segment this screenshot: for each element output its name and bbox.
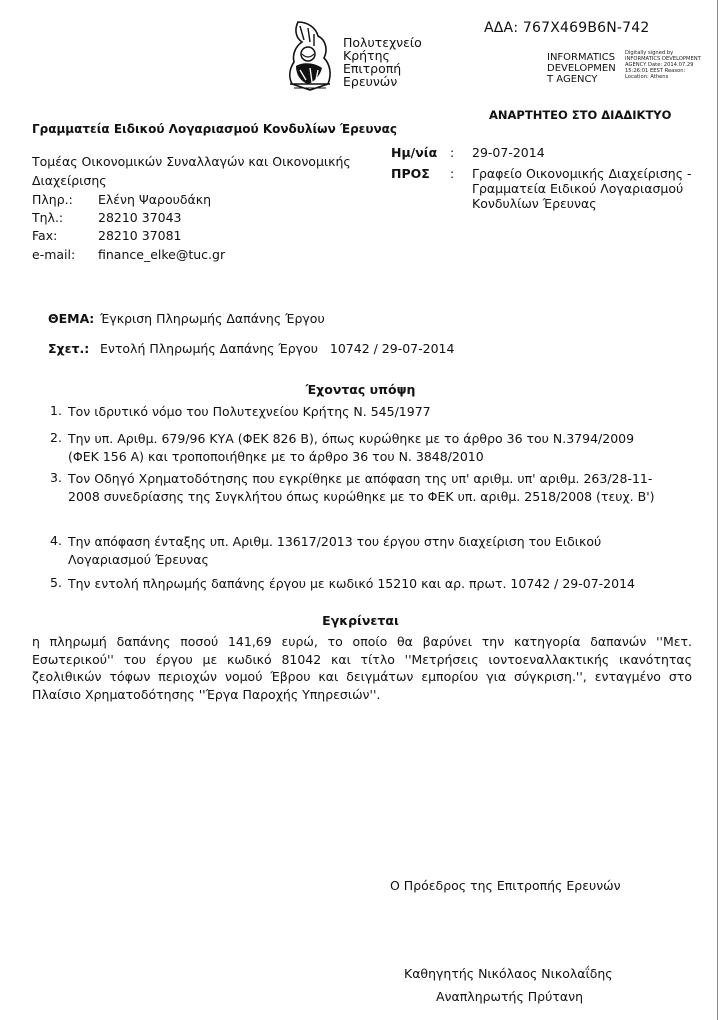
list-number: 3. bbox=[50, 470, 62, 485]
issuing-secretariat: Γραμματεία Ειδικού Λογαριασμού Κονδυλίων Έρευνας bbox=[32, 122, 397, 136]
recipient-value: Γραφείο Οικονομικής Διαχείρισης - Γραμματεία Ειδικού Λογαριασμού Κονδυλίων Έρευνας bbox=[472, 166, 692, 211]
considering-heading: Έχοντας υπόψη bbox=[305, 382, 416, 397]
approve-paragraph: η πληρωμή δαπάνης ποσού 141,69 ευρώ, το οποίο θα βαρύνει την κατηγορία δαπανών ''Μετ. Εσωτερικού'' του έργου με κωδικό 81042 και τίτλο ''Μετρήσεις ιοντοεναλλακτικής ικανότητας ζεολιθικών τόφων περιοχών νομού Έβρου και δειγμάτων εμπορίου για σύγκριση.'', ενταγμένο στο Πλαίσιο Χρηματοδότησης ''Έργα Παροχής Υπηρεσιών''. bbox=[32, 634, 692, 702]
recipient-colon: : bbox=[450, 166, 455, 181]
contact-label: Πληρ.: bbox=[32, 192, 73, 207]
subject-label: ΘΕΜΑ: bbox=[48, 311, 95, 326]
posting-note: ΑΝΑΡΤΗΤΕΟ ΣΤΟ ΔΙΑΔΙΚΤΥΟ bbox=[489, 108, 672, 122]
list-number: 2. bbox=[50, 430, 62, 445]
logo-line: Πολυτεχνείο bbox=[343, 35, 422, 50]
logo-line: Κρήτης bbox=[343, 48, 390, 63]
list-item: Την υπ. Αριθμ. 679/96 ΚΥΑ (ΦΕΚ 826 Β), όπως κυρώθηκε με το άρθρο 36 του Ν.3794/2009 (ΦΕΚ 156 Α) και τροποποιήθηκε με το άρθρο 36 του Ν. 3848/2010 bbox=[68, 431, 635, 464]
contact-label: Τηλ.: bbox=[32, 210, 64, 225]
contact-label: e-mail: bbox=[32, 247, 76, 262]
date-label: Ημ/νία bbox=[391, 145, 438, 160]
list-item: Την εντολή πληρωμής δαπάνης έργου με κωδικό 15210 και αρ. πρωτ. 10742 / 29-07-2014 bbox=[68, 576, 635, 591]
reference-text: Εντολή Πληρωμής Δαπάνης Έργου 10742 / 29-07-2014 bbox=[100, 341, 455, 356]
university-logo bbox=[280, 18, 430, 96]
signatory-role: Αναπληρωτής Πρύτανη bbox=[436, 989, 584, 1004]
tuc-emblem-icon bbox=[280, 18, 342, 94]
recipient-label: ΠΡΟΣ bbox=[391, 166, 430, 181]
list-number: 4. bbox=[50, 533, 62, 548]
reference-label: Σχετ.: bbox=[48, 341, 90, 356]
department-name: Τομέας Οικονομικών Συναλλαγών και Οικονομικής Διαχείρισης bbox=[32, 154, 351, 188]
contact-value: Ελένη Ψαρουδάκη bbox=[98, 192, 212, 207]
document-page bbox=[4, 0, 718, 1020]
approve-heading: Εγκρίνεται bbox=[322, 613, 399, 628]
list-number: 1. bbox=[50, 403, 62, 418]
contact-value: 28210 37043 bbox=[98, 210, 182, 225]
digital-signature-details: Digitally signed by INFORMATICS DEVELOPMENT AGENCY Date: 2014.07.29 15:26:01 EEST Reason: Location: Athens bbox=[625, 50, 701, 80]
list-item: Την απόφαση ένταξης υπ. Αριθμ. 13617/2013 του έργου στην διαχείριση του Ειδικού Λογαριασμού Έρευνας bbox=[68, 534, 602, 567]
contact-label: Fax: bbox=[32, 228, 58, 243]
list-item: Τον Οδηγό Χρηματοδότησης που εγκρίθηκε με απόφαση της υπ' αριθμ. υπ' αριθμ. 263/28-11-2008 συνεδρίασης της Συγκλήτου όπως κυρώθηκε με το ΦΕΚ υπ. αριθμ. 2518/2008 (τευχ. Β') bbox=[68, 471, 655, 504]
contact-value: 28210 37081 bbox=[98, 228, 182, 243]
digital-signature-agency: INFORMATICS DEVELOPMEN T AGENCY bbox=[547, 52, 616, 85]
ada-code: ΑΔΑ: 767Χ469Β6Ν-742 bbox=[484, 20, 650, 36]
logo-line: Ερευνών bbox=[343, 74, 398, 89]
list-item: Τον ιδρυτικό νόμο του Πολυτεχνείου Κρήτης Ν. 545/1977 bbox=[68, 404, 431, 419]
logo-wordmark bbox=[343, 36, 422, 88]
list-number: 5. bbox=[50, 575, 62, 590]
contact-email: finance_elke@tuc.gr bbox=[98, 247, 226, 262]
signatory-name: Καθηγητής Νικόλαος Νικολαΐδης bbox=[404, 966, 613, 981]
date-value: 29-07-2014 bbox=[472, 145, 545, 160]
date-colon: : bbox=[450, 145, 455, 160]
subject-text: Έγκριση Πληρωμής Δαπάνης Έργου bbox=[100, 311, 325, 326]
logo-line: Επιτροπή bbox=[343, 61, 402, 76]
signatory-title: Ο Πρόεδρος της Επιτροπής Ερευνών bbox=[390, 878, 621, 893]
